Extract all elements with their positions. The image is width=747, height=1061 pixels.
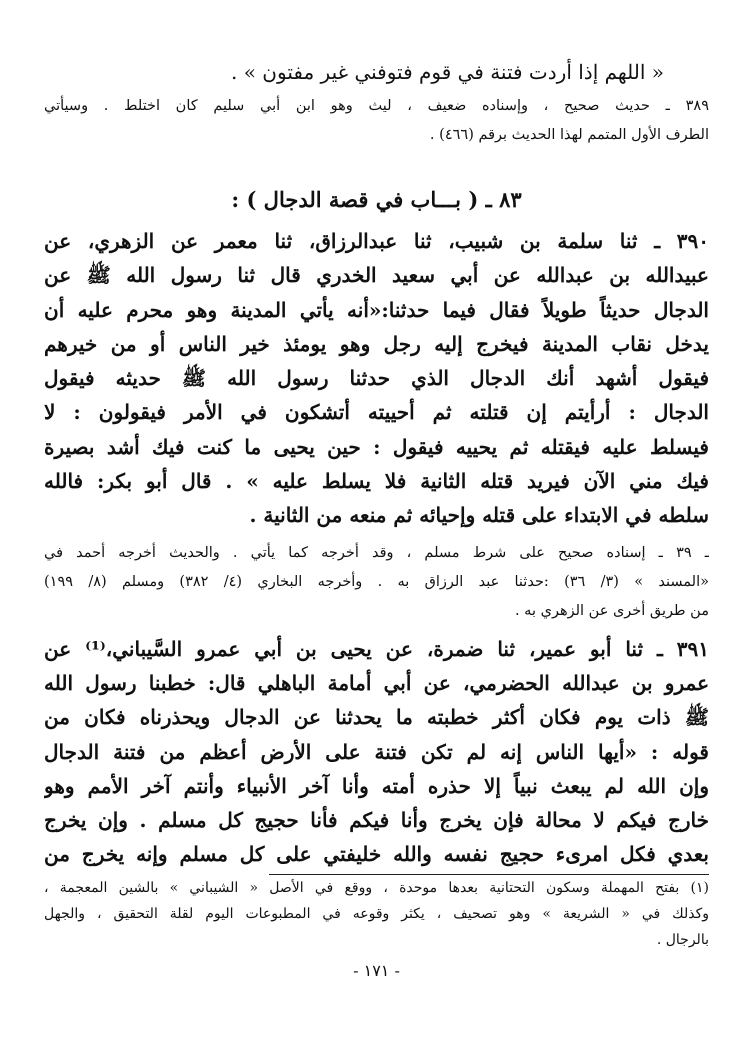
note-390-line: ـ ٣٩ ـ إسناده صحيح على شرط مسلم ، وقد أخرجه كما يأتي . والحديث أخرجه أحمد في bbox=[44, 544, 709, 561]
hadith-391-line: بعدي فكل امرىء حجيج نفسه والله خليفتي على كل مسلم وإنه يخرج من bbox=[44, 842, 709, 867]
hadith-390-line: فيسلط عليه فيقتله ثم يحييه فيقول : حين يحيى ما كنت فيك أشد بصيرة bbox=[44, 434, 709, 459]
hadith-391-line: ﷺ ذات يوم فكان أكثر خطبته ما يحدثنا عن الدجال ويحذرناه فكان من bbox=[44, 705, 709, 730]
hadith-390-line: الدجال : أرأيتم إن قتلته ثم أحييته أتشكون في الأمر فيقولون : لا bbox=[44, 400, 709, 425]
hadith-390-line: فيك مني الآن فيريد قتله الثانية فلا يسلط عليه » . قال أبو بكر: فالله bbox=[44, 469, 709, 494]
footnote bbox=[44, 875, 709, 953]
hadith-391-line: قوله : «أيها الناس إنه لم تكن فتنة على الأرض أعظم من فتنة الدجال bbox=[44, 739, 709, 764]
hadith-391-line: عمرو بن عبدالله الحضرمي، عن أبي أمامة الباهلي قال: خطبنا رسول الله bbox=[44, 670, 709, 695]
hadith-390-line: ٣٩٠ ـ ثنا سلمة بن شبيب، ثنا عبدالرزاق، ثنا معمر عن الزهري، عن bbox=[44, 229, 709, 253]
hadith-391 bbox=[44, 632, 709, 872]
footnote-line: بالرجال . bbox=[656, 931, 709, 948]
note-390-line: «المسند » (٣/ ٣٦) :حدثنا عبد الرزاق به . وأخرجه البخاري (٤/ ٣٨٢) ومسلم (٨/ ١٩٩) bbox=[44, 573, 709, 590]
hadith-390-line: الدجال حديثاً طويلاً فقال فيما حدثنا:«أنه يأتي المدينة وهو محرم عليه أن bbox=[44, 297, 709, 322]
note-389-line: الطرف الأول المتمم لهذا الحديث برقم (٤٦٦) . bbox=[429, 127, 709, 143]
footnote-line: (١) بفتح المهملة وسكون التحتانية بعدها موحدة ، ووقع في الأصل « الشيباني » بالشين المعجمة ، bbox=[44, 879, 709, 896]
hadith-391-line: خارج فيكم لا محالة فإن يخرج وأنا فيكم فأنا حجيج كل مسلم . وإن يخرج bbox=[44, 808, 709, 833]
footnote-line: وكذلك في « الشريعة » وهو تصحيف ، يكثر وقوعه في المطبوعات اليوم لقلة التحقيق ، والجهل bbox=[44, 905, 709, 922]
page-number: - ١٧١ - bbox=[353, 960, 400, 980]
note-389-line: ٣٨٩ ـ حديث صحيح ، وإسناده ضعيف ، ليث وهو ابن أبي سليم كان اختلط . وسيأتي bbox=[44, 98, 709, 114]
note-390-line: من طريق أخرى عن الزهري به . bbox=[514, 602, 709, 619]
book-page bbox=[44, 52, 709, 980]
hadith-391-line: ٣٩١ ـ ثنا أبو عمير، ثنا ضمرة، عن يحيى بن أبي عمرو السَّيباني،⁽¹⁾ عن bbox=[44, 636, 709, 661]
note-389 bbox=[44, 92, 709, 150]
top-quote: « اللهم إذا أردت فتنة في قوم فتوفني غير مفتون » . bbox=[231, 60, 664, 84]
hadith-391-line: وإن الله لم يبعث نبياً إلا حذره أمته وأنا آخر الأنبياء وأنتم آخر الأمم وهو bbox=[44, 773, 709, 798]
note-390 bbox=[44, 539, 709, 626]
hadith-390 bbox=[44, 224, 709, 533]
chapter-heading: ٨٣ ـ ( بـــاب في قصة الدجال ) : bbox=[231, 187, 522, 212]
hadith-390-line: عبيدالله بن عبدالله عن أبي سعيد الخدري قال ثنا رسول الله ﷺ عن bbox=[44, 263, 709, 288]
hadith-390-line: يدخل نقاب المدينة فيخرج إليه رجل وهو يومئذ خير الناس أو من خيرهم bbox=[44, 331, 709, 356]
hadith-390-line: فيقول أشهد أنك الدجال الذي حدثنا رسول الله ﷺ حديثه فيقول bbox=[44, 366, 709, 391]
hadith-390-line: سلطه في الابتداء على قتله وإحيائه ثم منعه من الثانية . bbox=[249, 503, 709, 528]
